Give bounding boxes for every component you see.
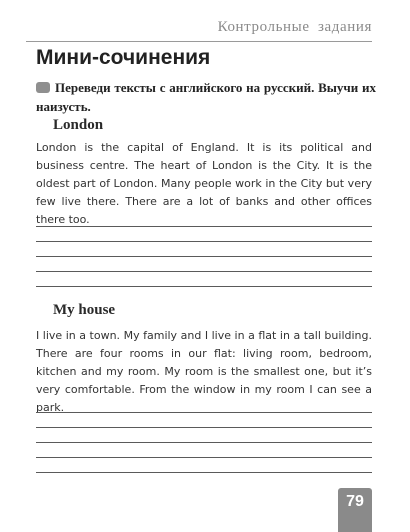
answer-line[interactable] (36, 457, 372, 458)
answer-line[interactable] (36, 271, 372, 272)
passage-london: London is the capital of England. It is its political and business centre. The heart of London is the City. It is the oldest part of London. Many people work in the City but very few live there. There are a lot of banks and other offices there too. (36, 141, 372, 226)
answer-line[interactable] (36, 412, 372, 413)
answer-line[interactable] (36, 226, 372, 227)
answer-line[interactable] (36, 442, 372, 443)
running-header (0, 16, 410, 44)
section-heading-london: London (53, 117, 104, 133)
answer-line[interactable] (36, 256, 372, 257)
answer-line[interactable] (36, 427, 372, 428)
header-divider (26, 41, 372, 42)
passage-my-house: I live in a town. My family and I live in a flat in a tall building. There are four rooms in our flat: living room, bedroom, kitchen and my room. My room is the smallest one, but it’s very comfortable. From the window in my room I can see a park. (36, 329, 372, 414)
task-instruction (36, 78, 376, 116)
running-header-title: Контрольные задания (217, 19, 372, 35)
answer-line[interactable] (36, 286, 372, 287)
answer-line[interactable] (36, 241, 372, 242)
page-number: 79 (338, 488, 372, 532)
page-title: Мини-сочинения (36, 46, 211, 69)
task-bullet-icon (36, 82, 50, 93)
instruction-text: Переведи тексты с английского на русский. Выучи их наизусть. (36, 80, 376, 114)
section-heading-my-house: My house (53, 302, 116, 318)
answer-line[interactable] (36, 472, 372, 473)
